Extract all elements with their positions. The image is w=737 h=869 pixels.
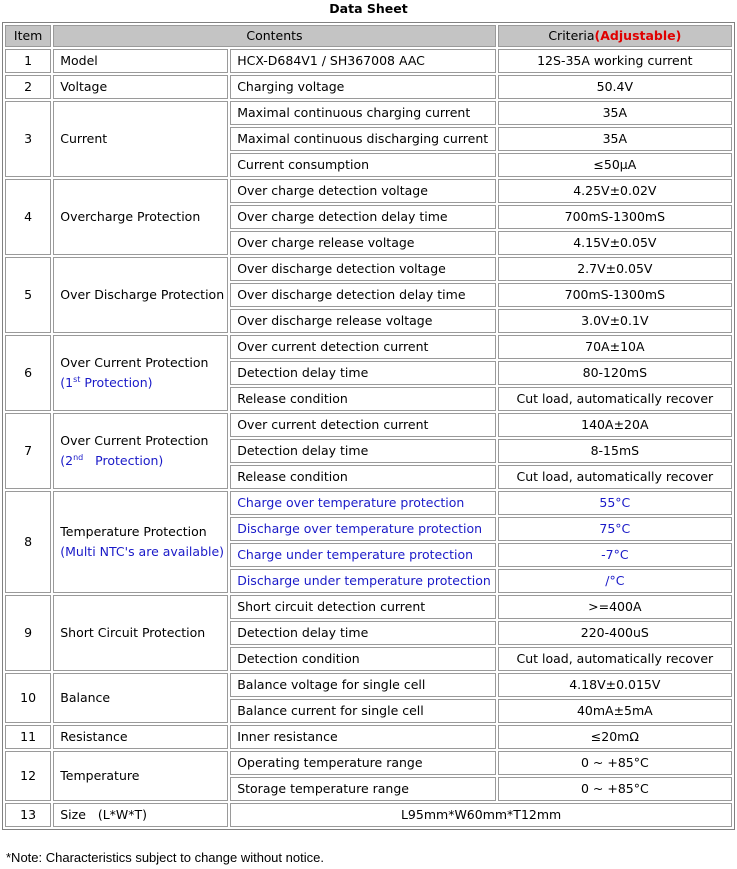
param-value: ≤50μA: [498, 153, 732, 177]
param-label: Operating temperature range: [230, 751, 495, 775]
item-name: Voltage: [53, 75, 228, 99]
param-value: Cut load, automatically recover: [498, 465, 732, 489]
param-label: Short circuit detection current: [230, 595, 495, 619]
adjustable-label: (Adjustable): [594, 28, 682, 43]
param-value: 4.18V±0.015V: [498, 673, 732, 697]
param-label: Charge over temperature protection: [230, 491, 495, 515]
table-row: [5, 803, 732, 827]
param-label: Over charge detection voltage: [230, 179, 495, 203]
param-label: Discharge under temperature protection: [230, 569, 495, 593]
param-value: -7°C: [498, 543, 732, 567]
table-row: [5, 413, 732, 437]
table-row: [5, 75, 732, 99]
param-label: Charging voltage: [230, 75, 495, 99]
header-criteria: [498, 25, 732, 47]
param-value: 4.15V±0.05V: [498, 231, 732, 255]
param-value: 0 ~ +85°C: [498, 751, 732, 775]
subtitle-sup: nd: [73, 453, 84, 462]
item-name: Over Discharge Protection: [53, 257, 228, 333]
table-row: [5, 491, 732, 515]
item-name: Current: [53, 101, 228, 177]
param-label: Current consumption: [230, 153, 495, 177]
item-subtitle: (Multi NTC's are available): [60, 544, 225, 559]
item-number: 8: [5, 491, 51, 593]
param-label: Charge under temperature protection: [230, 543, 495, 567]
item-number: 12: [5, 751, 51, 801]
param-label: Over discharge detection delay time: [230, 283, 495, 307]
table-row: [5, 335, 732, 359]
param-label: Detection delay time: [230, 361, 495, 385]
param-label: Over current detection current: [230, 335, 495, 359]
param-label: Storage temperature range: [230, 777, 495, 801]
item-number: 10: [5, 673, 51, 723]
param-value: 220-400uS: [498, 621, 732, 645]
item-number: 11: [5, 725, 51, 749]
param-value: /°C: [498, 569, 732, 593]
param-label: Detection delay time: [230, 621, 495, 645]
item-subtitle: [60, 454, 221, 468]
header-item: Item: [5, 25, 51, 47]
subtitle-post: Protection): [83, 453, 164, 468]
param-value: Cut load, automatically recover: [498, 647, 732, 671]
item-name: Temperature Protection: [60, 524, 207, 539]
param-value: 35A: [498, 101, 732, 125]
param-value: 50.4V: [498, 75, 732, 99]
item-number: 6: [5, 335, 51, 411]
subtitle-post: Protection): [80, 375, 153, 390]
param-value: L95mm*W60mm*T12mm: [230, 803, 732, 827]
item-name-cell: [53, 491, 228, 593]
param-value: 80-120mS: [498, 361, 732, 385]
sheet-title: Data Sheet: [329, 1, 408, 16]
data-sheet-table: [2, 22, 735, 830]
table-row: [5, 179, 732, 203]
item-name: Model: [53, 49, 228, 73]
header-contents: Contents: [53, 25, 495, 47]
table-row: [5, 595, 732, 619]
param-value: 35A: [498, 127, 732, 151]
param-label: HCX-D684V1 / SH367008 AAC: [230, 49, 495, 73]
item-name: Balance: [53, 673, 228, 723]
table-row: [5, 751, 732, 775]
param-value: 4.25V±0.02V: [498, 179, 732, 203]
table-row: [5, 49, 732, 73]
param-label: Balance voltage for single cell: [230, 673, 495, 697]
item-name: Short Circuit Protection: [53, 595, 228, 671]
subtitle-sup: st: [73, 375, 81, 384]
param-label: Over discharge detection voltage: [230, 257, 495, 281]
param-label: Detection condition: [230, 647, 495, 671]
header-row: [5, 25, 732, 47]
param-label: Release condition: [230, 387, 495, 411]
param-value: 12S-35A working current: [498, 49, 732, 73]
param-label: Over charge detection delay time: [230, 205, 495, 229]
param-label: Release condition: [230, 465, 495, 489]
item-number: 3: [5, 101, 51, 177]
footnote: *Note: Characteristics subject to change without notice.: [6, 850, 324, 865]
criteria-label: Criteria: [548, 28, 595, 43]
param-value: 75°C: [498, 517, 732, 541]
param-label: Discharge over temperature protection: [230, 517, 495, 541]
item-name: Overcharge Protection: [53, 179, 228, 255]
param-label: Balance current for single cell: [230, 699, 495, 723]
param-value: 3.0V±0.1V: [498, 309, 732, 333]
param-value: >=400A: [498, 595, 732, 619]
table-row: [5, 257, 732, 281]
item-subtitle: [60, 376, 221, 390]
param-value: 0 ~ +85°C: [498, 777, 732, 801]
param-value: 55°C: [498, 491, 732, 515]
item-number: 2: [5, 75, 51, 99]
param-value: 700mS-1300mS: [498, 283, 732, 307]
param-value: 40mA±5mA: [498, 699, 732, 723]
param-label: Maximal continuous charging current: [230, 101, 495, 125]
param-label: Inner resistance: [230, 725, 495, 749]
table-row: [5, 673, 732, 697]
item-number: 9: [5, 595, 51, 671]
param-label: Over charge release voltage: [230, 231, 495, 255]
param-value: 700mS-1300mS: [498, 205, 732, 229]
param-label: Over discharge release voltage: [230, 309, 495, 333]
param-label: Maximal continuous discharging current: [230, 127, 495, 151]
param-label: Over current detection current: [230, 413, 495, 437]
item-number: 13: [5, 803, 51, 827]
item-name: Over Current Protection: [60, 355, 209, 370]
table-row: [5, 101, 732, 125]
param-value: Cut load, automatically recover: [498, 387, 732, 411]
item-name: Size (L*W*T): [53, 803, 228, 827]
item-number: 7: [5, 413, 51, 489]
param-value: 8-15mS: [498, 439, 732, 463]
item-name: Over Current Protection: [60, 433, 209, 448]
subtitle-pre: (1: [60, 375, 74, 390]
param-value: 140A±20A: [498, 413, 732, 437]
param-value: 2.7V±0.05V: [498, 257, 732, 281]
item-number: 4: [5, 179, 51, 255]
item-name: Resistance: [53, 725, 228, 749]
param-label: Detection delay time: [230, 439, 495, 463]
table-row: [5, 725, 732, 749]
item-number: 5: [5, 257, 51, 333]
item-number: 1: [5, 49, 51, 73]
param-value: ≤20mΩ: [498, 725, 732, 749]
subtitle-pre: (2: [60, 453, 74, 468]
item-name: Temperature: [53, 751, 228, 801]
param-value: 70A±10A: [498, 335, 732, 359]
item-name-cell: [53, 413, 228, 489]
item-name-cell: [53, 335, 228, 411]
